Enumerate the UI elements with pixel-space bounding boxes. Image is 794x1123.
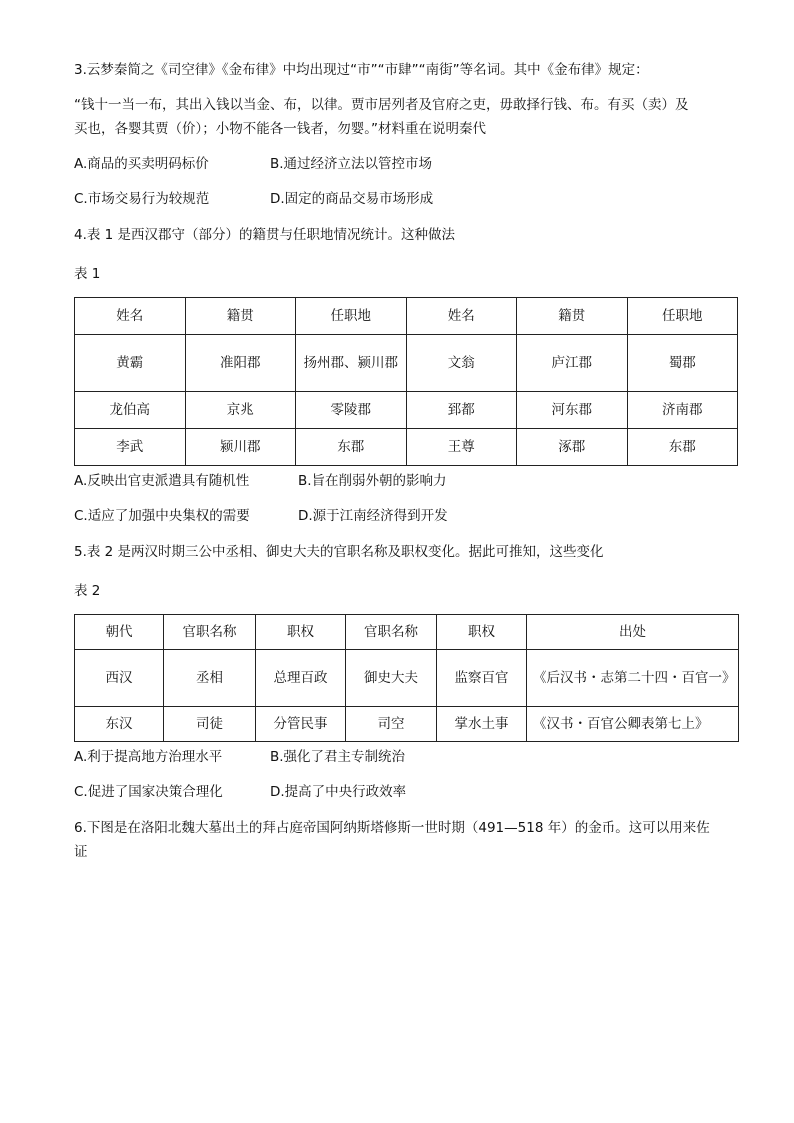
table-cell: 总理百政 bbox=[256, 650, 346, 707]
table-cell: 扬州郡、颍川郡 bbox=[296, 335, 407, 392]
table-row bbox=[75, 650, 739, 707]
table-cell: 东郡 bbox=[627, 429, 738, 466]
q6-stem-line-1: 6.下图是在洛阳北魏大墓出土的拜占庭帝国阿纳斯塔修斯一世时期（491—518 年）的金币。这可以用来佐 bbox=[74, 820, 710, 836]
table-header-cell: 籍贯 bbox=[185, 298, 296, 335]
table-header-cell: 籍贯 bbox=[517, 298, 628, 335]
q5-option-d[interactable]: D.提高了中央行政效率 bbox=[270, 784, 407, 800]
table-cell: 郅都 bbox=[406, 392, 517, 429]
table-header-row bbox=[75, 615, 739, 650]
table-cell: 河东郡 bbox=[517, 392, 628, 429]
q5-option-b[interactable]: B.强化了君主专制统治 bbox=[270, 749, 406, 765]
q3-stem-line-2: “钱十一当一布，其出入钱以当金、布，以律。贾市居列者及官府之吏，毋敢择行钱、布。有买（卖）及 bbox=[74, 97, 689, 113]
table-1-caption: 表 1 bbox=[74, 266, 101, 282]
q5-option-a[interactable]: A.利于提高地方治理水平 bbox=[74, 749, 223, 765]
q3-stem-line-3: 买也，各婴其贾（价）；小物不能各一钱者，勿婴。”材料重在说明秦代 bbox=[74, 121, 486, 137]
q3-option-c[interactable]: C.市场交易行为较规范 bbox=[74, 191, 210, 207]
q4-stem: 4.表 1 是西汉郡守（部分）的籍贯与任职地情况统计。这种做法 bbox=[74, 227, 456, 243]
table-cell: 丞相 bbox=[164, 650, 256, 707]
table-header-cell: 姓名 bbox=[75, 298, 186, 335]
table-cell: 颍川郡 bbox=[185, 429, 296, 466]
table-row bbox=[75, 707, 739, 742]
question-6 bbox=[74, 816, 738, 864]
table-cell: 蜀郡 bbox=[627, 335, 738, 392]
table-header-row bbox=[75, 298, 738, 335]
table-cell: 涿郡 bbox=[517, 429, 628, 466]
q4-options-row-1 bbox=[74, 469, 738, 493]
table-cell: 准阳郡 bbox=[185, 335, 296, 392]
q3-stem-line-1: 3.云梦秦简之《司空律》《金布律》中均出现过“市”“市肆”“南街”等名词。其中《金布律》规定： bbox=[74, 62, 649, 78]
table-row bbox=[75, 392, 738, 429]
q5-option-c[interactable]: C.促进了国家决策合理化 bbox=[74, 784, 223, 800]
table-2-caption: 表 2 bbox=[74, 583, 101, 599]
table-2 bbox=[74, 614, 739, 742]
table-cell: 黄霸 bbox=[75, 335, 186, 392]
q4-options-row-2 bbox=[74, 504, 738, 528]
table-row bbox=[75, 429, 738, 466]
q3-option-b[interactable]: B.通过经济立法以管控市场 bbox=[270, 156, 433, 172]
table-cell: 文翁 bbox=[406, 335, 517, 392]
table-header-cell: 任职地 bbox=[296, 298, 407, 335]
q4-option-b[interactable]: B.旨在削弱外朝的影响力 bbox=[298, 473, 447, 489]
table-cell: 西汉 bbox=[75, 650, 164, 707]
table-1 bbox=[74, 297, 738, 466]
table-header-cell: 朝代 bbox=[75, 615, 164, 650]
q3-option-a[interactable]: A.商品的买卖明码标价 bbox=[74, 156, 209, 172]
table-cell: 《后汉书・志第二十四・百官一》 bbox=[527, 650, 739, 707]
table-cell: 东汉 bbox=[75, 707, 164, 742]
q5-stem: 5.表 2 是两汉时期三公中丞相、御史大夫的官职名称及职权变化。据此可推知，这些变化 bbox=[74, 544, 604, 560]
table-header-cell: 任职地 bbox=[627, 298, 738, 335]
q3-option-d[interactable]: D.固定的商品交易市场形成 bbox=[270, 191, 434, 207]
table-header-cell: 出处 bbox=[527, 615, 739, 650]
table-cell: 龙伯高 bbox=[75, 392, 186, 429]
table-cell: 李武 bbox=[75, 429, 186, 466]
table-cell: 监察百官 bbox=[437, 650, 527, 707]
table-cell: 零陵郡 bbox=[296, 392, 407, 429]
table-header-cell: 官职名称 bbox=[164, 615, 256, 650]
table-header-cell: 姓名 bbox=[406, 298, 517, 335]
table-header-cell: 职权 bbox=[437, 615, 527, 650]
q4-option-a[interactable]: A.反映出官吏派遣具有随机性 bbox=[74, 473, 250, 489]
table-cell: 东郡 bbox=[296, 429, 407, 466]
q5-options-row-2 bbox=[74, 780, 738, 804]
q4-option-d[interactable]: D.源于江南经济得到开发 bbox=[298, 508, 448, 524]
q3-options-row-2 bbox=[74, 187, 738, 211]
table-cell: 《汉书・百官公卿表第七上》 bbox=[527, 707, 739, 742]
table-cell: 御史大夫 bbox=[346, 650, 437, 707]
q5-options-row-1 bbox=[74, 745, 738, 769]
table-cell: 司徒 bbox=[164, 707, 256, 742]
q3-options-row-1 bbox=[74, 152, 738, 176]
table-cell: 庐江郡 bbox=[517, 335, 628, 392]
q6-stem-line-2: 证 bbox=[74, 844, 88, 860]
exam-page bbox=[74, 58, 738, 864]
table-cell: 司空 bbox=[346, 707, 437, 742]
table-cell: 济南郡 bbox=[627, 392, 738, 429]
q4-option-c[interactable]: C.适应了加强中央集权的需要 bbox=[74, 508, 250, 524]
table-header-cell: 职权 bbox=[256, 615, 346, 650]
table-cell: 王尊 bbox=[406, 429, 517, 466]
table-row bbox=[75, 335, 738, 392]
table-header-cell: 官职名称 bbox=[346, 615, 437, 650]
table-cell: 分管民事 bbox=[256, 707, 346, 742]
table-cell: 京兆 bbox=[185, 392, 296, 429]
table-cell: 掌水土事 bbox=[437, 707, 527, 742]
question-3 bbox=[74, 58, 738, 211]
question-4 bbox=[74, 223, 738, 528]
question-5 bbox=[74, 540, 738, 804]
